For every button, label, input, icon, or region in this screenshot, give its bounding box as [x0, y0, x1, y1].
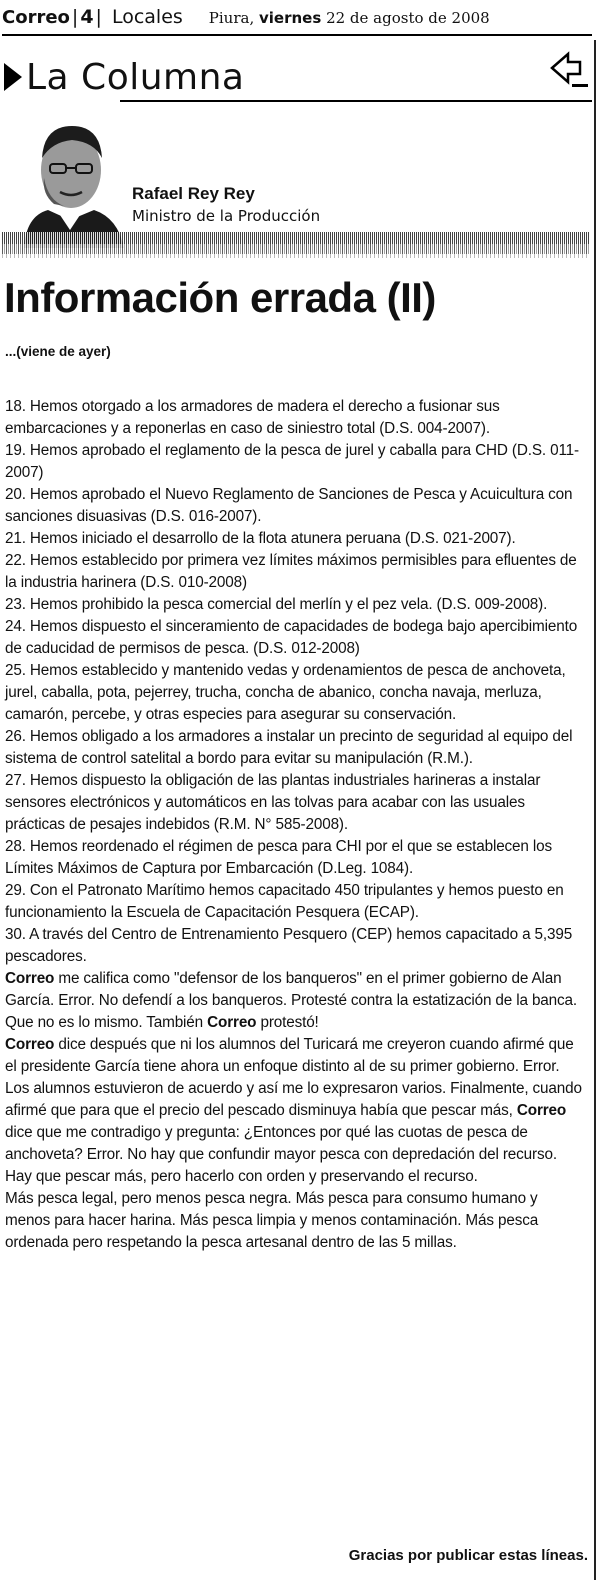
list-item: 29. Con el Patronato Marítimo hemos capacitado 450 tripulantes y hemos puesto en funcionamiento la Escuela de Capacitación Pesquera (ECAP).	[5, 882, 564, 921]
brand-mention: Correo	[516, 1102, 567, 1119]
list-item: 23. Hemos prohibido la pesca comercial del merlín y el pez vela. (D.S. 009-2008).	[5, 596, 548, 613]
list-item: 21. Hemos iniciado el desarrollo de la flota atunera peruana (D.S. 021-2007).	[5, 530, 516, 547]
newspaper-name: Correo	[2, 7, 70, 28]
header-separator: |	[95, 6, 102, 28]
list-item: 25. Hemos establecido y mantenido vedas y ordenamientos de pesca de anchoveta, jurel, caballa, pota, pejerrey, trucha, concha de abanico, concha navaja, merluza, camarón, percebe, y otras especies para asegurar su conservación.	[5, 662, 566, 723]
column-logo-icon	[550, 48, 590, 92]
author-photo	[14, 108, 126, 248]
date-weekday: viernes	[259, 9, 322, 27]
closing-line: Gracias por publicar estas líneas.	[348, 1547, 588, 1564]
section-name: Locales	[111, 6, 183, 28]
header-separator: |	[71, 6, 79, 28]
title-rule	[120, 100, 592, 102]
article-subhead: ...(viene de ayer)	[5, 344, 111, 359]
list-item: 30. A través del Centro de Entrenamiento Pesquero (CEP) hemos capacitado a 5,395 pescadores.	[5, 926, 573, 965]
brand-mention: Correo	[207, 1014, 257, 1031]
page-header	[2, 6, 592, 36]
column-title-text: La Columna	[26, 56, 245, 98]
page-number: 4	[80, 6, 94, 28]
column-title	[4, 52, 245, 102]
column-rule	[594, 40, 596, 1580]
body-paragraph	[5, 1034, 585, 1188]
list-item: 22. Hemos establecido por primera vez límites máximos permisibles para efluentes de la industria harinera (D.S. 010-2008)	[5, 552, 577, 591]
list-item: 27. Hemos dispuesto la obligación de las plantas industriales harineras a instalar sensores electrónicos y automáticos en las tolvas para acabar con las usuales prácticas de pesajes indebidos (R.M. N° 585-2008).	[5, 772, 541, 833]
article-headline: Información errada (II)	[4, 274, 436, 321]
decorative-strip	[2, 244, 590, 258]
list-item: 18. Hemos otorgado a los armadores de madera el derecho a fusionar sus embarcaciones y a reponerlas en caso de siniestro total (D.S. 004-2007).	[5, 398, 500, 437]
brand-mention: Correo	[5, 970, 55, 987]
list-item: 24. Hemos dispuesto el sinceramiento de capacidades de bodega bajo apercibimiento de caducidad de permisos de pesca. (D.S. 012-2008)	[5, 618, 578, 657]
brand-mention: Correo	[5, 1036, 55, 1053]
paragraph-text: protestó!	[256, 1014, 319, 1031]
body-paragraph	[5, 968, 585, 1034]
paragraph-text: me califica como "defensor de los banqueros" en el primer gobierno de Alan García. Error. No defendí a los banqueros. Protesté contra la estatización de la banca. Que no es lo mismo. También	[5, 970, 577, 1031]
author-role: Ministro de la Producción	[132, 207, 321, 225]
date-city: Piura,	[208, 9, 255, 27]
article-body	[5, 396, 585, 1254]
paragraph-text: dice que me contradigo y pregunta: ¿Entonces por qué las cuotas de pesca de anchoveta? Error. No hay que confundir mayor pesca con depredación del recurso. Hay que pescar más, pero hacerlo con orden y preservando el recurso.	[5, 1124, 557, 1185]
list-item: 19. Hemos aprobado el reglamento de la pesca de jurel y caballa para CHD (D.S. 011-2007)	[5, 442, 579, 481]
list-item: 26. Hemos obligado a los armadores a instalar un precinto de seguridad al equipo del sistema de control satelital a bordo para evitar su manipulación (R.M.).	[5, 728, 573, 767]
list-item: 20. Hemos aprobado el Nuevo Reglamento de Sanciones de Pesca y Acuicultura con sanciones disuasivas (D.S. 016-2007).	[5, 486, 573, 525]
body-paragraph: Más pesca legal, pero menos pesca negra. Más pesca para consumo humano y menos para hacer harina. Más pesca limpia y menos contaminación. Más pesca ordenada pero respetando la pesca artesanal dentro de las 5 millas.	[5, 1190, 539, 1251]
list-item: 28. Hemos reordenado el régimen de pesca para CHI por el que se establecen los Límites Máximos de Captura por Embarcación (D.Leg. 1084).	[5, 838, 552, 877]
paragraph-text: dice después que ni los alumnos del Turicará me creyeron cuando afirmé que el presidente García tiene ahora un enfoque distinto al de su primer gobierno. Error. Los alumnos estuvieron de acuerdo y así me lo expresaron varios. Finalmente, cuando afirmé que para que el precio del pescado disminuya había que pescar más,	[5, 1036, 582, 1119]
issue-date	[209, 9, 490, 27]
date-day: 22 de agosto de 2008	[326, 9, 490, 27]
arrow-right-icon	[4, 63, 22, 91]
author-name: Rafael Rey Rey	[132, 184, 255, 203]
